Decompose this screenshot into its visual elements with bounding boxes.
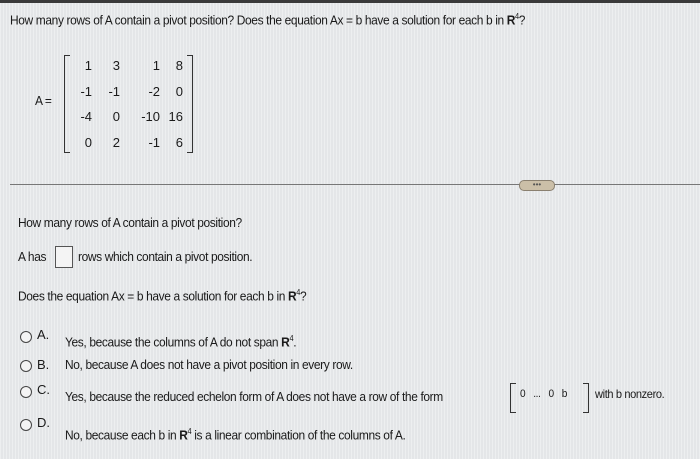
question-title: How many rows of A contain a pivot position? Does the equation Ax = b have a solution for each b in $R^4$? [10, 12, 526, 28]
option-d-letter: D. [37, 415, 50, 430]
matrix-cell: 2 [112, 135, 120, 150]
option-c-radio[interactable] [20, 386, 32, 398]
matrix-cell: 16 [168, 109, 183, 124]
option-b-radio[interactable] [20, 360, 32, 372]
matrix-cell: -2 [148, 84, 160, 99]
matrix-cell: -10 [141, 109, 160, 124]
row-right-bracket [583, 383, 589, 413]
matrix-cell: -1 [108, 84, 120, 99]
matrix-cell: -4 [80, 109, 92, 124]
answer-prefix: A has [18, 249, 47, 264]
option-a-letter: A. [37, 327, 50, 342]
matrix-cell: 8 [175, 58, 183, 73]
option-a-text: Yes, because the columns of A do not span $R^4$. [65, 334, 297, 350]
matrix-cell: 1 [152, 58, 160, 73]
matrix-cell: 0 [84, 135, 92, 150]
part2-prompt: Does the equation Ax = b have a solution for each b in $R^4$? [18, 288, 307, 304]
matrix-cell: 6 [175, 135, 183, 150]
section-divider [10, 184, 700, 185]
matrix-cell: -1 [80, 84, 92, 99]
matrix-cell: -1 [148, 135, 160, 150]
option-d-radio[interactable] [20, 419, 32, 431]
part1-prompt: How many rows of A contain a pivot position? [18, 215, 242, 230]
matrix-right-bracket [187, 55, 193, 153]
matrix-cell: 0 [112, 109, 120, 124]
more-button[interactable]: ••• [519, 180, 555, 191]
option-b-text: No, because A does not have a pivot position in every row. [65, 357, 353, 372]
row-vector: 0 ... 0 b [520, 388, 568, 400]
option-b-letter: B. [37, 357, 50, 372]
answer-suffix: rows which contain a pivot position. [78, 249, 253, 264]
matrix-cell: 0 [175, 84, 183, 99]
row-left-bracket [510, 383, 516, 413]
matrix-cell: 3 [112, 58, 120, 73]
pivot-rows-input[interactable] [55, 246, 73, 268]
option-c-suffix: with b nonzero. [595, 387, 665, 401]
matrix-label: A = [35, 93, 52, 108]
option-a-radio[interactable] [20, 331, 32, 343]
top-bar [0, 0, 700, 3]
option-c-letter: C. [37, 382, 50, 397]
matrix-cell: 1 [84, 58, 92, 73]
option-c-text: Yes, because the reduced echelon form of A does not have a row of the form [65, 389, 443, 404]
option-d-text: No, because each b in $R^4$ is a linear combination of the columns of A. [65, 427, 406, 443]
